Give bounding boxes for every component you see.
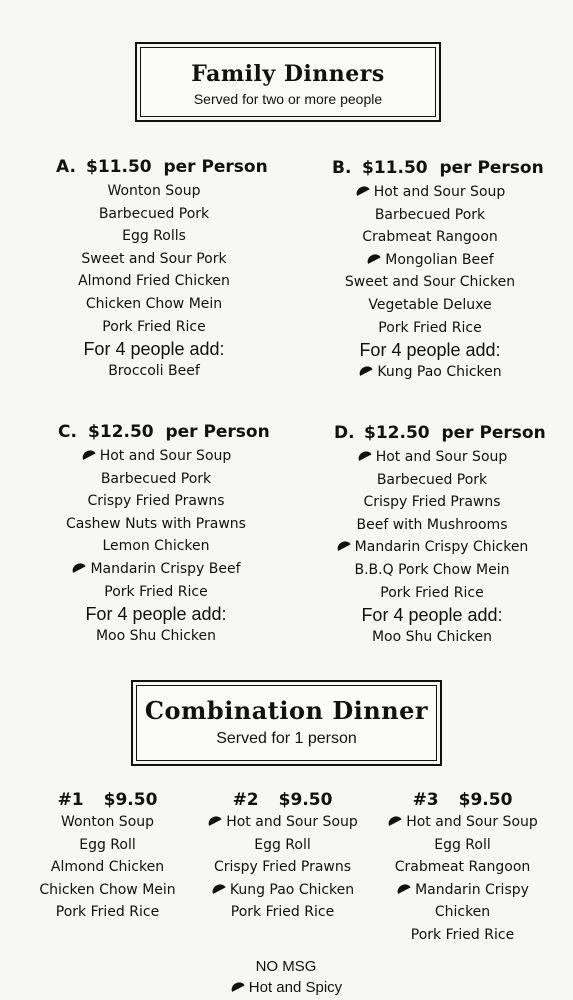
menu-item-label: B.B.Q Pork Chow Mein [354, 561, 510, 578]
chili-pepper-icon [366, 252, 381, 264]
dinner-price: $11.50 per Person [362, 158, 544, 178]
menu-item [332, 361, 528, 384]
chili-pepper-icon [358, 364, 373, 376]
menu-item-label: Pork Fried Rice [380, 584, 484, 601]
menu-item-label: Barbecued Pork [376, 471, 488, 488]
dinner-price: $12.50 per Person [364, 423, 546, 443]
menu-item [200, 901, 365, 924]
menu-item-label: Mandarin Crispy [415, 881, 529, 898]
menu-item-label: Pork Fried Rice [102, 318, 206, 335]
menu-item-label: Almond Fried Chicken [78, 273, 230, 290]
menu-item-label: Almond Chicken [50, 859, 165, 876]
chili-pepper-icon [229, 980, 244, 992]
menu-item-label: Cashew Nuts with Prawns [66, 515, 246, 532]
menu-item-label: Chicken Chow Mein [39, 881, 176, 898]
menu-item [334, 514, 530, 537]
combination-dinner-title-box [131, 680, 442, 766]
menu-item-label: Chicken Chow Mein [85, 295, 223, 312]
dinner-letter: B. [332, 158, 352, 178]
menu-item-label: Pork Fried Rice [410, 926, 515, 943]
menu-item-label: Crabmeat Rangoon [394, 859, 531, 876]
dinner-letter: C. [58, 422, 77, 442]
combination-dinner-subtitle: Served for 1 person [216, 730, 357, 747]
menu-item-label: Sweet and Sour Pork [81, 250, 227, 267]
menu-item-label: Egg Roll [434, 836, 491, 853]
dinner-heading [58, 422, 270, 442]
menu-item [200, 856, 365, 879]
menu-item-label: Hot and Sour Soup [373, 184, 506, 200]
menu-item [334, 582, 530, 605]
menu-item-label: Pork Fried Rice [378, 319, 482, 336]
menu-item [334, 559, 530, 582]
chili-pepper-icon [80, 448, 95, 460]
menu-item [334, 469, 530, 492]
menu-item [56, 316, 252, 339]
menu-item-label: Egg Rolls [122, 228, 186, 245]
menu-item-label: Moo Shu Chicken [95, 628, 217, 645]
menu-item [332, 271, 528, 294]
menu-item-label: Chicken [434, 904, 491, 921]
menu-item [334, 626, 530, 649]
dinner-heading [334, 423, 546, 443]
spicy-legend-label: Hot and Spicy [248, 979, 343, 996]
menu-item [332, 204, 528, 227]
spicy-legend [186, 977, 386, 998]
menu-item-label: Pork Fried Rice [55, 904, 160, 921]
menu-item [380, 924, 545, 947]
menu-item [56, 225, 252, 248]
menu-item [332, 249, 528, 272]
chili-pepper-icon [335, 539, 350, 551]
menu-item-label: Pork Fried Rice [230, 904, 335, 921]
menu-item-label: Pork Fried Rice [104, 583, 208, 600]
chili-pepper-icon [210, 882, 225, 894]
add-for-four-label: For 4 people add: [359, 340, 501, 361]
menu-item [30, 901, 185, 924]
menu-item-label: Hot and Sour Soup [99, 448, 232, 464]
combo-price: $9.50 [278, 790, 333, 810]
menu-item [332, 294, 528, 317]
family-dinner-c [58, 422, 270, 648]
menu-item-label: Beef with Mushrooms [356, 516, 508, 533]
menu-item [56, 293, 252, 316]
menu-item [58, 558, 254, 581]
family-dinners-title-box [135, 42, 441, 122]
combo-number: #3 [412, 790, 439, 810]
add-for-four-label: For 4 people add: [361, 605, 503, 626]
combo-heading [380, 790, 545, 810]
menu-item [380, 834, 545, 857]
no-msg-note: NO MSG [255, 958, 317, 975]
menu-item [58, 513, 254, 536]
chili-pepper-icon [356, 449, 371, 461]
combo-number: #2 [232, 790, 259, 810]
menu-item [58, 625, 254, 648]
menu-item-label: Sweet and Sour Chicken [344, 274, 516, 291]
menu-item-label: Crabmeat Rangoon [362, 229, 498, 246]
menu-item-label: Kung Pao Chicken [377, 364, 502, 381]
combo-price: $9.50 [458, 790, 513, 810]
menu-item-label: Crispy Fried Prawns [213, 859, 352, 876]
menu-item [334, 491, 530, 514]
menu-item [30, 811, 185, 834]
menu-item-label: Mongolian Beef [385, 251, 494, 268]
family-dinner-d [334, 423, 546, 649]
menu-item [58, 535, 254, 558]
menu-item-label: Egg Roll [254, 836, 311, 853]
chili-pepper-icon [387, 814, 402, 826]
menu-item [380, 856, 545, 879]
combination-3 [380, 790, 545, 947]
menu-item-label: Wonton Soup [107, 183, 201, 199]
menu-item [56, 203, 252, 226]
menu-item-label: Barbecued Pork [98, 205, 210, 222]
menu-item-label: Hot and Sour Soup [375, 449, 508, 465]
menu-item [30, 879, 185, 902]
menu-item [380, 879, 545, 902]
menu-item-label: Lemon Chicken [102, 538, 210, 555]
combo-heading [30, 790, 185, 810]
menu-item [200, 811, 365, 834]
menu-item [200, 834, 365, 857]
menu-item [30, 856, 185, 879]
menu-item [332, 317, 528, 340]
menu-item-label: Barbecued Pork [100, 470, 212, 487]
chili-pepper-icon [71, 561, 86, 573]
family-dinner-a [56, 157, 268, 383]
family-dinners-title-inner [140, 47, 436, 117]
menu-item-label: Hot and Sour Soup [406, 814, 538, 830]
combination-2 [200, 790, 365, 924]
menu-item-label: Barbecued Pork [374, 206, 486, 223]
menu-item [58, 445, 254, 468]
menu-item [334, 446, 530, 469]
menu-item-label: Crispy Fried Prawns [363, 494, 501, 511]
menu-item [58, 581, 254, 604]
menu-item-label: Moo Shu Chicken [371, 629, 493, 646]
combination-1 [30, 790, 185, 924]
combo-heading [200, 790, 365, 810]
menu-item-label: Crispy Fried Prawns [87, 493, 225, 510]
menu-item-label: Wonton Soup [60, 814, 155, 830]
menu-item-label: Broccoli Beef [108, 363, 200, 380]
menu-item [30, 834, 185, 857]
menu-item [200, 879, 365, 902]
menu-item-label: Mandarin Crispy Chicken [354, 539, 529, 556]
menu-item-label: Vegetable Deluxe [368, 296, 492, 313]
menu-item [58, 490, 254, 513]
chili-pepper-icon [395, 882, 410, 894]
menu-item-label: Kung Pao Chicken [229, 881, 355, 898]
add-for-four-label: For 4 people add: [83, 339, 225, 360]
combo-price: $9.50 [103, 790, 158, 810]
chili-pepper-icon [354, 184, 369, 196]
menu-item [56, 270, 252, 293]
menu-item [56, 248, 252, 271]
combo-number: #1 [57, 790, 84, 810]
dinner-price: $12.50 per Person [88, 422, 270, 442]
add-for-four-label: For 4 people add: [85, 604, 227, 625]
menu-item [58, 468, 254, 491]
menu-item [332, 181, 528, 204]
combination-dinner-title-inner [136, 685, 437, 761]
dinner-letter: D. [334, 423, 355, 443]
menu-item [56, 180, 252, 203]
menu-item [380, 811, 545, 834]
dinner-heading [56, 157, 268, 177]
menu-item [334, 536, 530, 559]
dinner-heading [332, 158, 544, 178]
menu-item [56, 360, 252, 383]
menu-item-label: Egg Roll [79, 836, 136, 853]
menu-item-label: Mandarin Crispy Beef [90, 560, 241, 577]
combination-dinner-title: Combination Dinner [144, 696, 429, 725]
family-dinners-subtitle: Served for two or more people [193, 91, 383, 107]
chili-pepper-icon [207, 814, 222, 826]
menu-item [380, 901, 545, 924]
menu-item [332, 226, 528, 249]
dinner-price: $11.50 per Person [86, 157, 268, 177]
menu-item-label: Hot and Sour Soup [226, 814, 358, 830]
dinner-letter: A. [56, 157, 76, 177]
family-dinners-title: Family Dinners [191, 61, 385, 87]
menu-footer [186, 956, 386, 998]
family-dinner-b [332, 158, 544, 384]
